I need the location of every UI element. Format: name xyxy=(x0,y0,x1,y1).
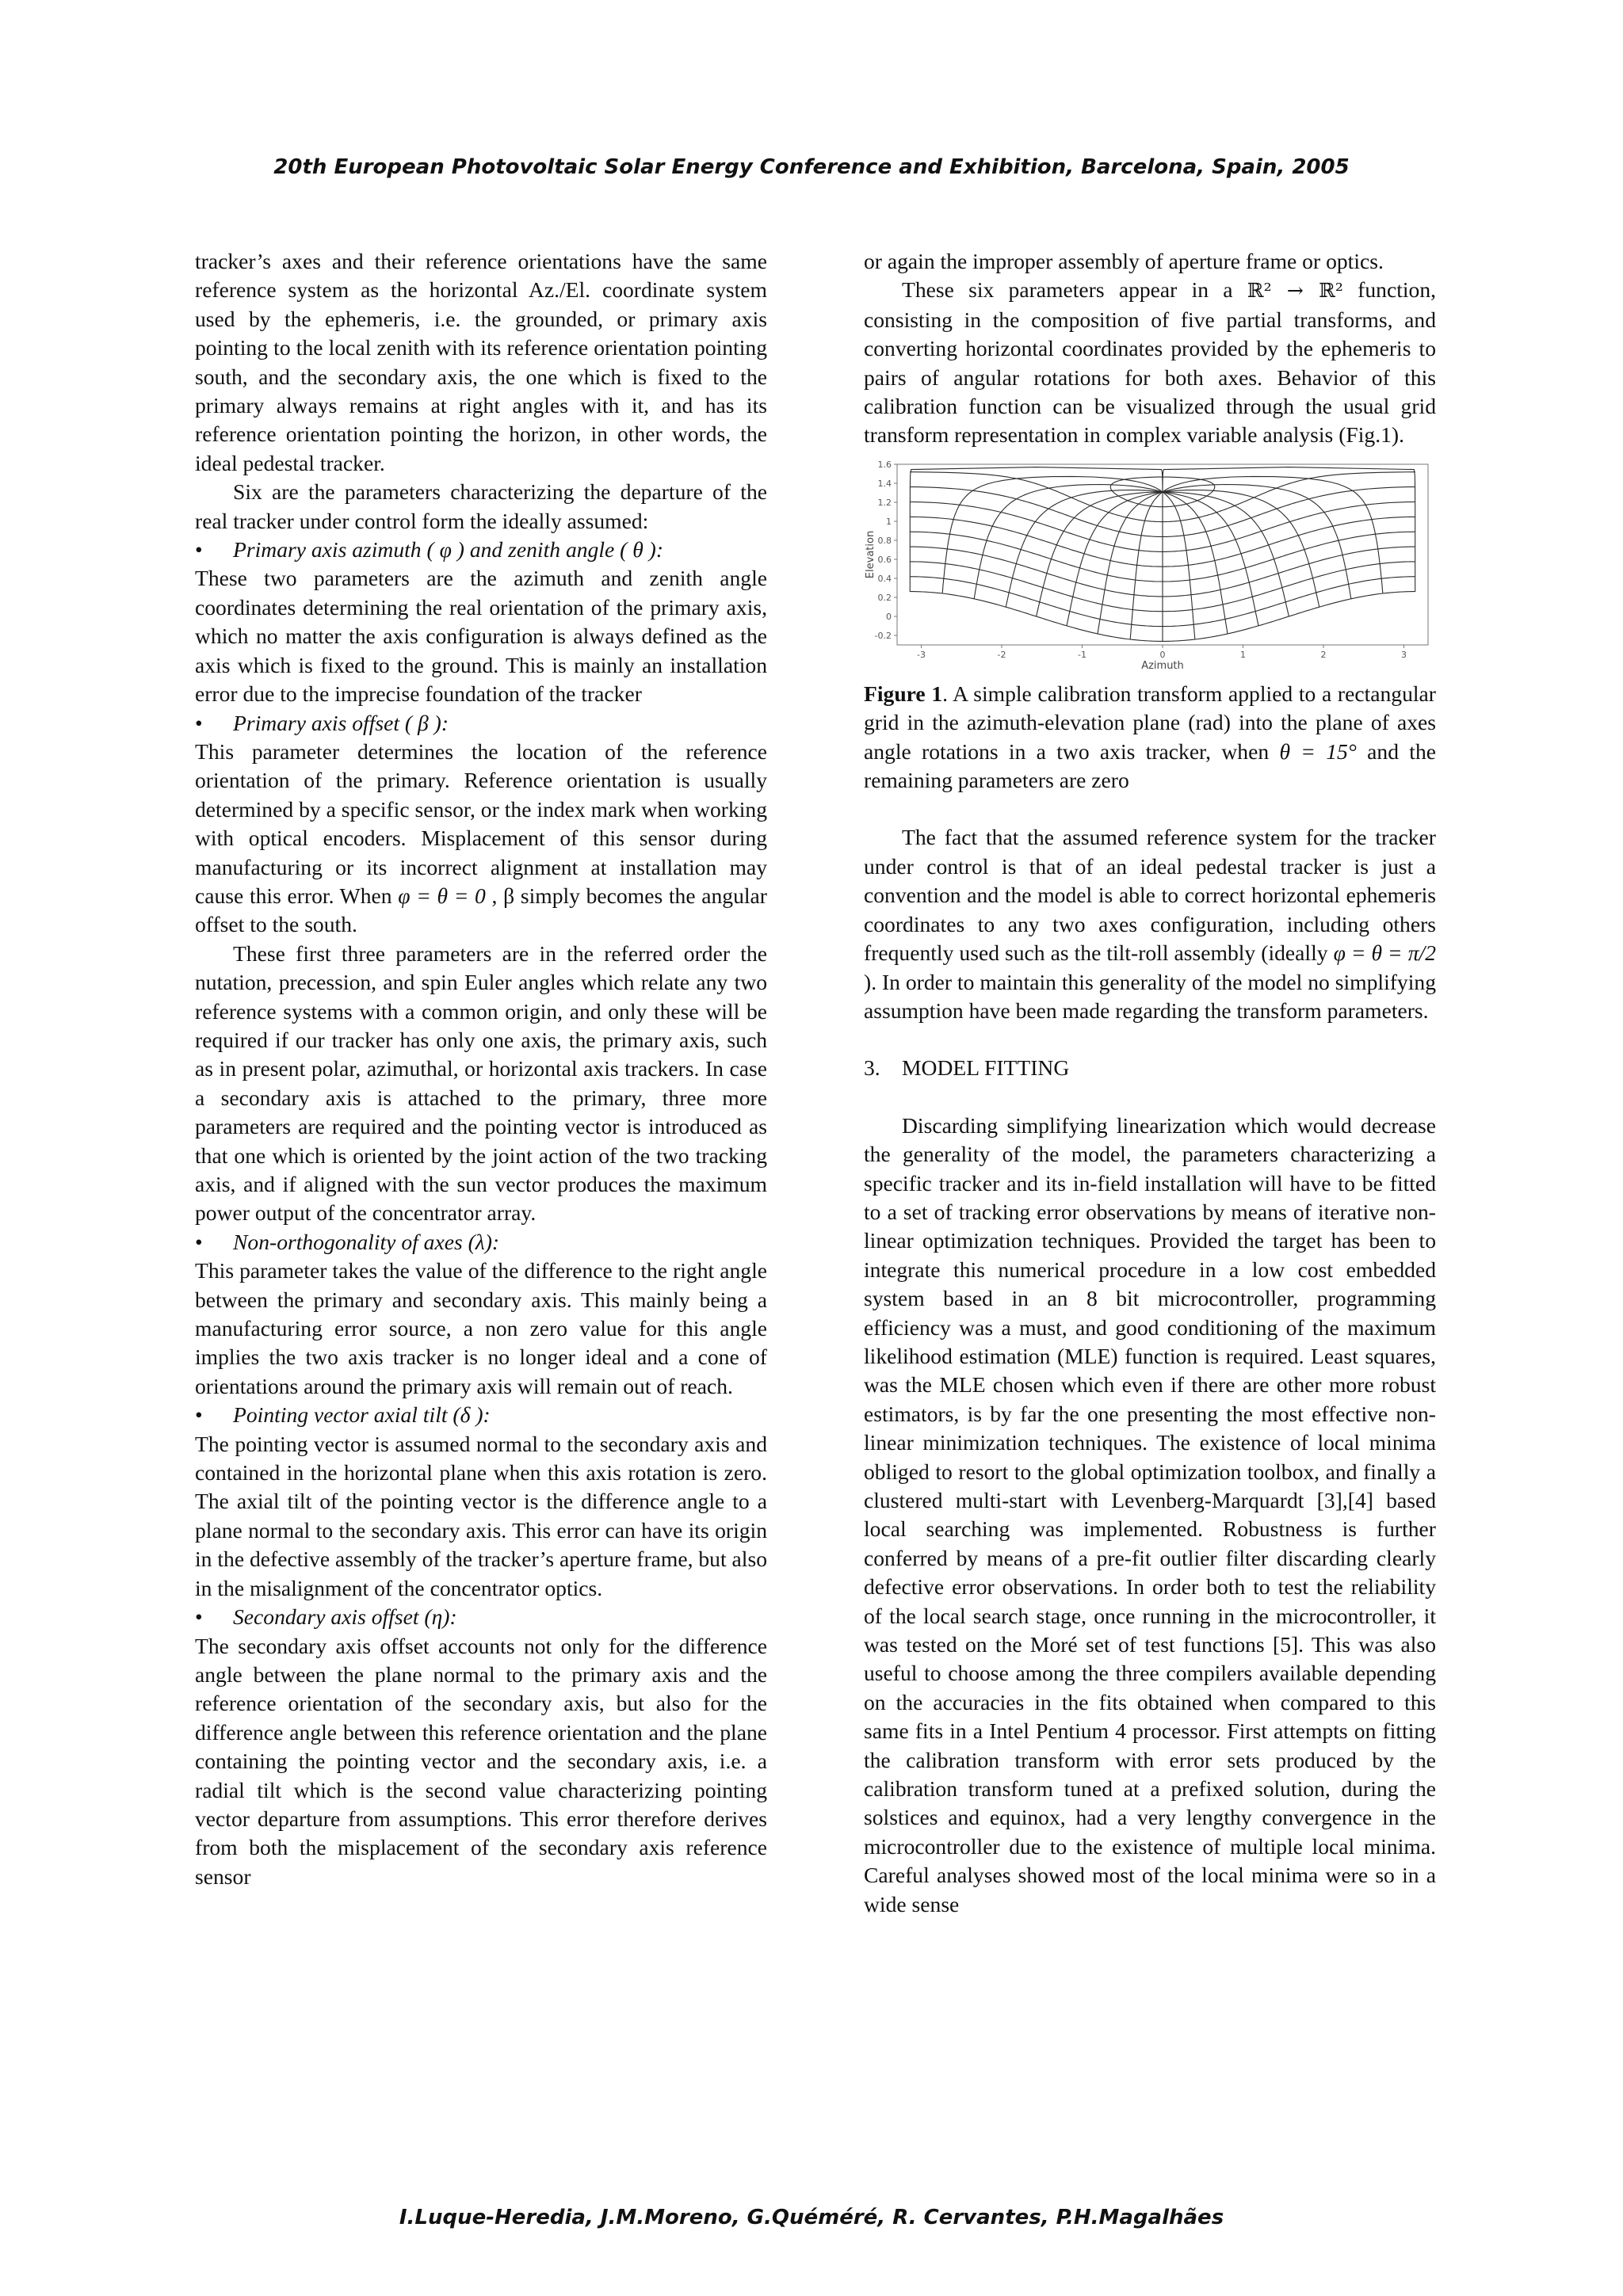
bullet-icon: • xyxy=(195,1402,203,1428)
paragraph xyxy=(195,738,767,940)
bullet-text: Primary axis azimuth ( φ ) and zenith angle ( θ ): xyxy=(233,537,664,563)
equation: φ = θ = π/2 xyxy=(1333,940,1436,966)
bullet-icon: • xyxy=(195,1604,203,1630)
bullet-text: Non-orthogonality of axes (λ): xyxy=(233,1229,500,1254)
y-tick-label: 0.8 xyxy=(877,535,892,546)
bullet-icon: • xyxy=(195,1229,203,1254)
y-tick-label: 0.4 xyxy=(877,573,892,584)
bullet-text: Pointing vector axial tilt (δ ): xyxy=(233,1402,491,1428)
page-header: 20th European Photovoltaic Solar Energy Conference and Exhibition, Barcelona, Spain, 2005 xyxy=(273,155,1350,179)
bullet-item xyxy=(195,709,767,738)
section-title: MODEL FITTING xyxy=(902,1055,1070,1081)
bullet-item xyxy=(195,1603,767,1631)
bullet-item xyxy=(195,1228,767,1257)
y-tick-label: 1.4 xyxy=(877,478,892,489)
text-run: These six parameters appear in a xyxy=(902,277,1233,303)
equation: θ = 15° xyxy=(1279,738,1357,764)
left-column xyxy=(195,247,767,1891)
bullet-icon: • xyxy=(195,710,203,735)
x-tick-label: 3 xyxy=(1401,649,1407,660)
paragraph: The pointing vector is assumed normal to the secondary axis and contained in the horizontal plane when this axis rotation is zero. The axial tilt of the pointing vector is the difference angle to a plane normal to the secondary axis. This error can have its origin in the defective assembly of the tracker’s aperture frame, but also in the misalignment of the concentrator optics. xyxy=(195,1431,767,1600)
text-run: , β simply becomes the angular offset to the south. xyxy=(195,883,767,937)
paragraph: Discarding simplifying linearization which would decrease the generality of the model, the parameters characterizing a specific tracker and its in-field installation will have to be fitted to a set of tracking error observations by means of iterative non-linear optimization techniques. Provided the target has been to integrate this numerical procedure in a low cost embedded system based in an 8 bit microcontroller, programming efficiency was a must, and good conditioning of the maximum likelihood estimation (MLE) function is required. Least squares, was the MLE chosen which even if there are other more robust estimators, is by far the one presenting the most effective non-linear minimization techniques. The existence of local minima obliged to resort to the global optimization toolbox, and finally a clustered multi-start with Levenberg-Marquardt [3],[4] based local searching was implemented. Robustness is further conferred by means of a pre-fit outlier filter discarding clearly defective error observations. In order both to test the reliability of the local search stage, once running in the microcontroller, it was tested on the Moré set of test functions [5]. This was also useful to choose among the three compilers available depending on the accuracies in the fits obtained when compared to this same fits in a Intel Pentium 4 processor. First attempts on fitting the calibration transform with error sets produced by the calibration transform tuned at a prefixed solution, during the solstices and equinox, had a very lengthy convergence in the microcontroller due to the existence of multiple local minima. Careful analyses showed most of the local minima were so in a wide sense xyxy=(864,1112,1436,1917)
paragraph: Six are the parameters characterizing the departure of the real tracker under control form the ideally assumed: xyxy=(195,479,767,533)
y-tick-label: 0 xyxy=(886,611,892,622)
caption-label: Figure 1 xyxy=(864,681,943,706)
bullet-icon: • xyxy=(195,537,203,563)
x-tick-label: -2 xyxy=(997,649,1006,660)
bullet-item xyxy=(195,1401,767,1429)
grid-azimuth-line xyxy=(1037,492,1163,616)
grid-azimuth-line xyxy=(974,484,1163,598)
equation: φ = θ = 0 xyxy=(398,883,486,908)
figure-caption xyxy=(864,680,1436,795)
x-tick-label: 0 xyxy=(1159,649,1166,660)
x-tick-label: -3 xyxy=(916,649,926,660)
caption-text: and the remaining parameters are zero xyxy=(864,738,1437,793)
paragraph: tracker’s axes and their reference orientations have the same reference system as the horizontal Az./El. coordinate system used by the ephemeris, i.e. the grounded, or primary axis pointing to the local zenith with its reference orientation pointing south, and the secondary axis, the one which is fixed to the primary always remains at right angles with it, and has its reference orientation pointing the horizon, in other words, the ideal pedestal tracker. xyxy=(195,249,767,475)
bullet-item xyxy=(195,536,767,564)
y-tick-label: -0.2 xyxy=(874,630,892,641)
y-tick-label: 1.6 xyxy=(877,459,892,470)
calibration-grid-chart xyxy=(864,456,1436,670)
bullet-text: Primary axis offset ( β ): xyxy=(233,710,449,735)
section-number: 3. xyxy=(864,1055,880,1081)
y-tick-label: 1 xyxy=(886,516,892,527)
x-tick-label: 2 xyxy=(1320,649,1327,660)
paragraph xyxy=(864,823,1436,1025)
equation: ℝ² → ℝ² xyxy=(1247,279,1343,303)
figure-1 xyxy=(864,456,1436,670)
grid-azimuth-line xyxy=(1163,492,1289,616)
text-run: This parameter determines the location of the reference orientation of the primary. Reference orientation is usually determined by a specific sensor, or the index mark when working with optical encoders. Misplacement of this sensor during manufacturing or its incorrect alignment at installation may cause this error. When xyxy=(195,738,767,908)
section-heading xyxy=(864,1054,1436,1082)
right-column xyxy=(864,247,1436,1919)
y-tick-label: 0.2 xyxy=(877,592,892,603)
text-run: function, consisting in the composition of five partial transforms, and converting horizontal coordinates provided by the ephemeris to pairs of angular rotations for both axes. Behavior of this calibration function can be visualized through the usual grid transform representation in complex variable analysis (Fig.1). xyxy=(864,277,1437,448)
y-tick-label: 0.6 xyxy=(877,554,892,565)
paragraph: These first three parameters are in the referred order the nutation, precession, and spin Euler angles which relate any two reference systems with a common origin, and only these will be required if our tracker has only one axis, the primary axis, such as in present polar, azimuthal, or horizontal axis trackers. In case a secondary axis is attached to the primary, three more parameters are required and the pointing vector is introduced as that one which is oriented by the joint action of the two tracking axis, and if aligned with the sun vector produces the maximum power output of the concentrator array. xyxy=(195,940,767,1226)
x-tick-label: -1 xyxy=(1078,649,1086,660)
paragraph: or again the improper assembly of aperture frame or optics. xyxy=(864,249,1384,273)
grid-azimuth-line xyxy=(1163,484,1351,598)
paragraph: The secondary axis offset accounts not only for the difference angle between the plane normal to the primary axis and the reference orientation of the secondary axis, but also for the difference angle between this reference orientation and the plane containing the pointing vector and the secondary axis, i.e. a radial tilt which is the second value characterizing pointing vector departure from assumptions. This error therefore derives from both the misplacement of the secondary axis reference sensor xyxy=(195,1633,767,1889)
x-tick-label: 1 xyxy=(1240,649,1247,660)
paragraph: This parameter takes the value of the difference to the right angle between the primary and secondary axis. This mainly being a manufacturing error source, a non zero value for this angle implies the two axis tracker is no longer ideal and a cone of orientations around the primary axis will remain out of reach. xyxy=(195,1258,767,1398)
page-footer: I.Luque-Heredia, J.M.Moreno, G.Quéméré, R. Cervantes, P.H.Magalhães xyxy=(399,2206,1224,2229)
caption-text: . A simple calibration transform applied to a rectangular grid in the azimuth-elevation plane (rad) into the plane of axes angle rotations in a two axis tracker, when xyxy=(864,681,1436,764)
text-run: ). In order to maintain this generality of the model no simplifying assumption have been made regarding the transform parameters. xyxy=(864,969,1436,1023)
x-axis-label: Azimuth xyxy=(1141,659,1184,670)
y-axis-label: Elevation xyxy=(865,530,876,579)
text-run: The fact that the assumed reference system for the tracker under control is that of an ideal pedestal tracker is just a convention and the model is able to correct horizontal ephemeris coordinates to any two axes configuration, including others frequently used such as the tilt-roll assembly (ideally xyxy=(864,825,1436,966)
y-tick-label: 1.2 xyxy=(877,497,892,508)
paragraph: These two parameters are the azimuth and zenith angle coordinates determining the real orientation of the primary axis, which no matter the axis configuration is always defined as the axis which is fixed to the ground. This is mainly an installation error due to the imprecise foundation of the tracker xyxy=(195,566,767,707)
paragraph xyxy=(864,276,1436,449)
bullet-text: Secondary axis offset (η): xyxy=(233,1604,457,1630)
